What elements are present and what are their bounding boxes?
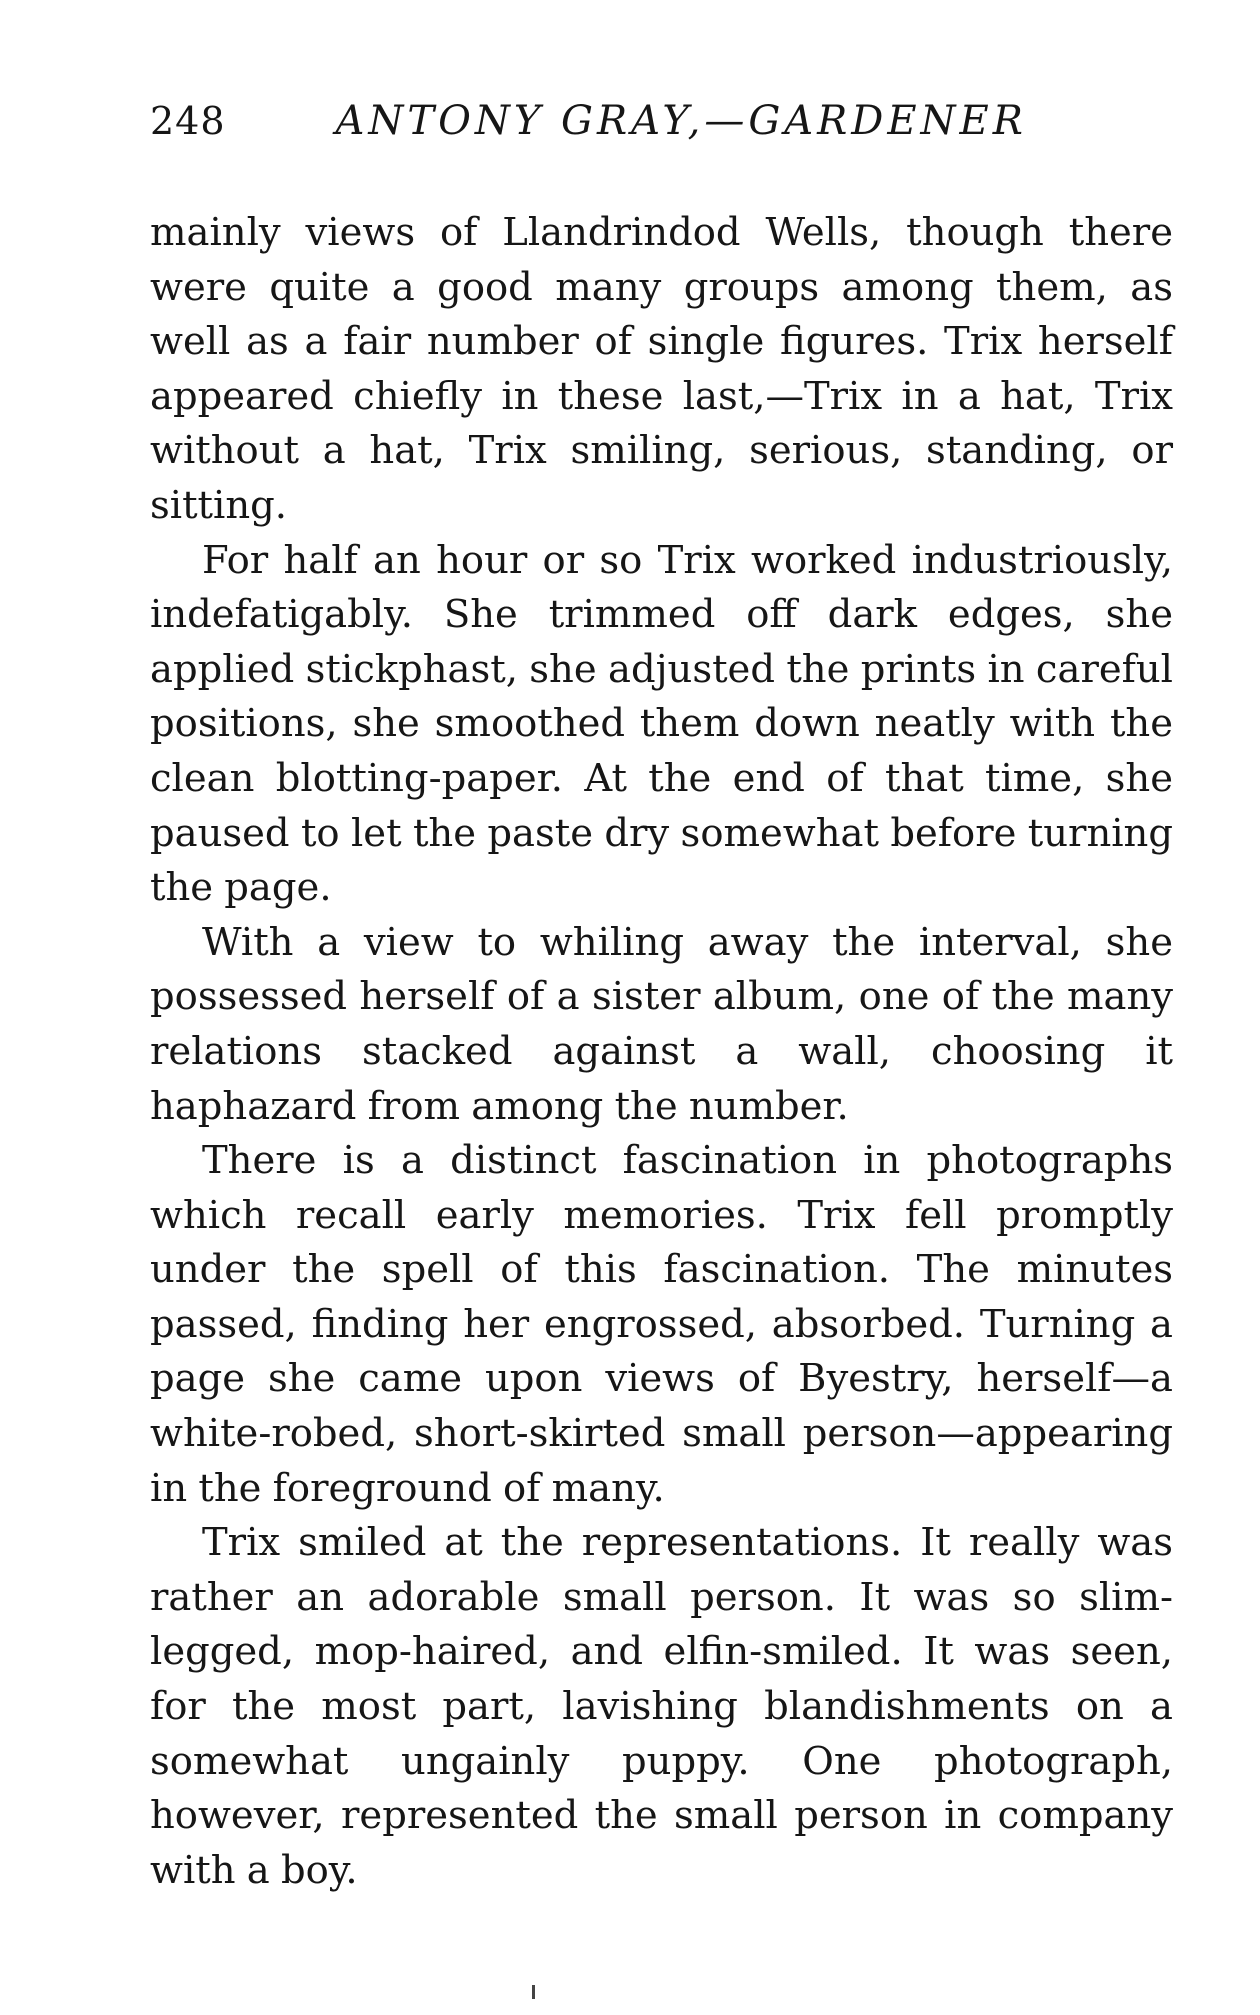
page-header (150, 98, 1170, 158)
paragraph-2: For half an hour or so Trix worked industriously, indefatigably. She trimmed off dark edges, she applied stickphast, she adjusted the prints in careful positions, she smoothed them down neatly with the clean blotting-paper. At the end of that time, she paused to let the paste dry somewhat before turning the page. (150, 537, 1173, 911)
paragraph-5: Trix smiled at the representations. It really was rather an adorable small person. It was so slim-legged, mop-haired, and elfin-smiled. It was seen, for the most part, lavishing blandishments on a somewhat ungainly puppy. One photograph, however, represented the small person in company with a boy. (150, 1520, 1173, 1893)
paragraph-1: mainly views of Llandrindod Wells, though there were quite a good many groups among them, as well as a fair number of single figures. Trix herself appeared chiefly in these last,—Trix in a hat, Trix without a hat, Trix smiling, serious, standing, or sitting. (150, 210, 1173, 528)
paragraph-4: There is a distinct fascination in photographs which recall early memories. Trix fell promptly under the spell of this fascination. The minutes passed, finding her engrossed, absorbed. Turning a page she came upon views of Byestry, herself—a white-robed, short-skirted small person—appearing in the foreground of many. (150, 1138, 1173, 1511)
print-speck (532, 1985, 535, 1999)
running-title: ANTONY GRAY,—GARDENER (335, 98, 1027, 144)
body-text (150, 206, 1173, 1898)
page-number: 248 (150, 99, 226, 143)
paragraph-3: With a view to whiling away the interval, she possessed herself of a sister album, one of the many relations stacked against a wall, choosing it haphazard from among the number. (150, 919, 1173, 1129)
